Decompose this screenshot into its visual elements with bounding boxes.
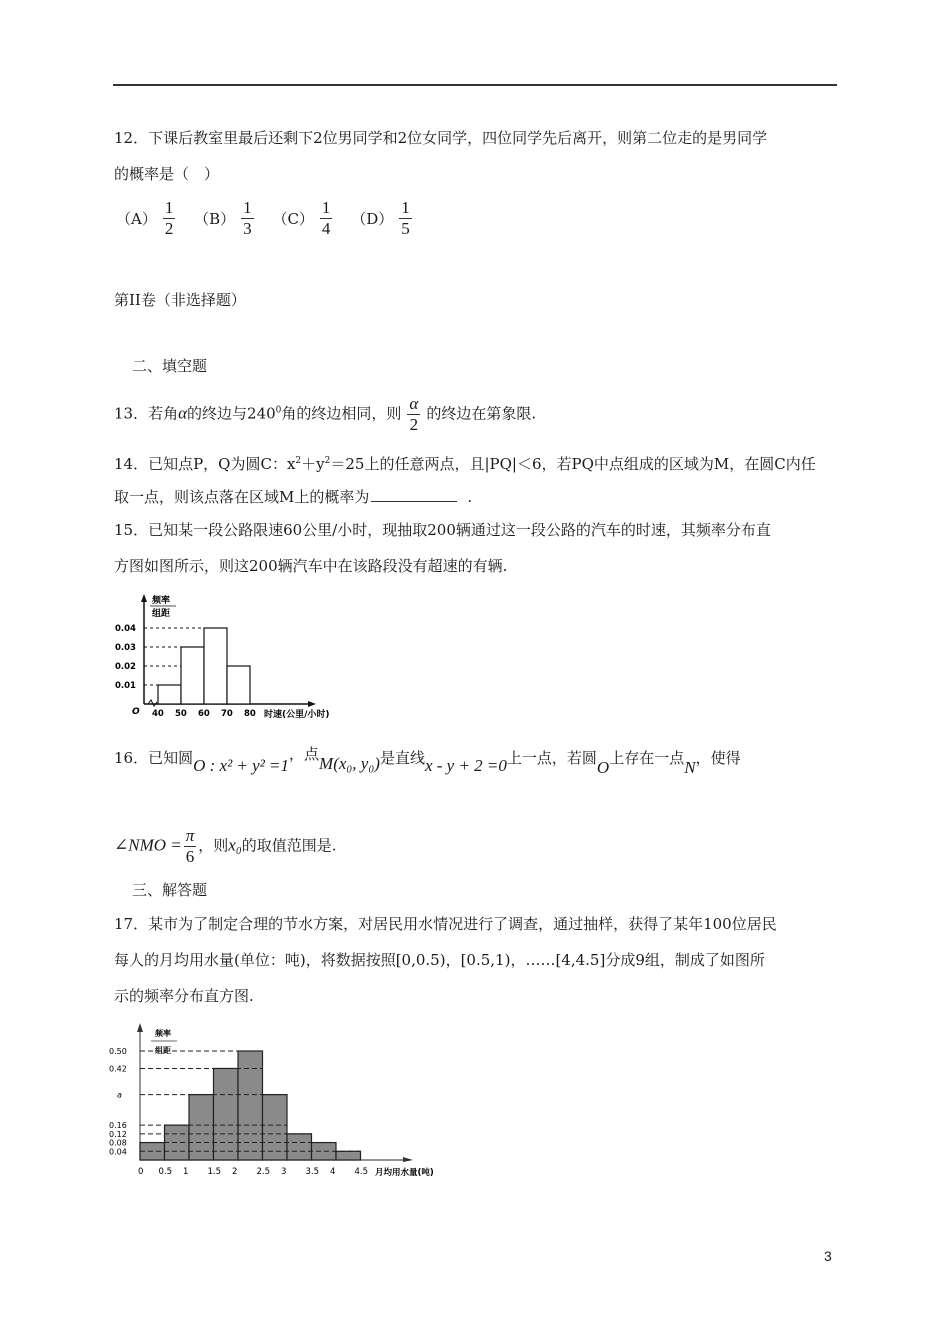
page-number: 3 [824, 1248, 832, 1264]
pi-over-6 [184, 826, 197, 867]
x-tick-label: 0.5 [158, 1167, 173, 1177]
alpha-over-2 [407, 394, 420, 435]
speed-histogram [112, 592, 362, 720]
y-tick-label: 0.01 [115, 681, 136, 691]
q17-text-line1: 17．某市为了制定合理的节水方案，对居民用水情况进行了调查，通过抽样，获得了某年100位居民 [114, 915, 777, 933]
q16-mid2: 上存在一点 [609, 749, 685, 767]
x-tick-label: 2.5 [256, 1167, 271, 1177]
q13-mid2: 角的终边相同，则 [281, 404, 402, 423]
histogram-bar [238, 1051, 263, 1160]
histogram-bar [287, 1134, 312, 1160]
q12-text-line1: 12．下课后教室里最后还剩下2位男同学和2位女同学，四位同学先后离开，则第二位走的是男同学 [114, 129, 768, 147]
point-m: M(x₀, y₀) [319, 754, 380, 773]
y-tick-label: 0.04 [115, 624, 136, 634]
option-b[interactable] [194, 198, 260, 239]
fraction-numerator: α [409, 394, 419, 413]
histogram-bar [214, 1068, 239, 1160]
x-tick-label: 50 [175, 709, 187, 719]
option-a-fraction [163, 198, 176, 239]
fraction-denominator: 6 [185, 847, 195, 866]
q17-text-line3: 示的频率分布直方图. [114, 987, 254, 1005]
superscript: 2 [324, 456, 331, 466]
option-b-fraction [241, 198, 254, 239]
point-n: N [684, 758, 696, 777]
fraction-denominator: 5 [401, 219, 410, 238]
histogram-bar [263, 1095, 288, 1160]
q16-text-line2 [114, 826, 337, 867]
fraction-numerator: 1 [401, 198, 410, 217]
q13-text [114, 394, 536, 435]
q17-text-line2: 每人的月均用水量(单位：吨)，将数据按照[0,0.5)，[0.5,1)，……[4,4.5]分成9组，制成了如图所 [114, 951, 765, 969]
fraction-denominator: 2 [409, 415, 419, 434]
q14-text-line1 [114, 451, 816, 474]
y-axis-arrow-icon [137, 1023, 143, 1032]
x-tick-label: 4.5 [354, 1167, 369, 1177]
q13-suffix: 的终边在第象限. [426, 404, 537, 423]
fraction-numerator: π [185, 826, 195, 845]
x-axis-arrow-icon [308, 701, 316, 707]
y-tick-label: 0.04 [109, 1147, 127, 1157]
histogram-bar [181, 647, 204, 704]
fraction-numerator: 1 [321, 198, 331, 217]
q16-point-label: ，点 [289, 745, 320, 763]
x-tick-label: 1 [183, 1167, 189, 1177]
x-tick-label: 80 [244, 709, 256, 719]
option-c[interactable] [272, 198, 338, 239]
angle-nmo: ∠NMO = [114, 835, 182, 855]
fraction-numerator: 1 [164, 198, 174, 217]
q12-text-line2: 的概率是（ ） [114, 165, 220, 183]
q14-period: . [467, 488, 473, 506]
option-a[interactable] [116, 198, 181, 239]
circle-equation: O : x² + y² =1 [193, 756, 290, 775]
fill-in-section-title: 二、填空题 [132, 357, 208, 375]
histogram-bar [158, 685, 181, 704]
q16-prefix: 16．已知圆 [114, 749, 194, 767]
x-tick-label: 1.5 [207, 1167, 222, 1177]
y-tick-label: 0.08 [109, 1138, 127, 1148]
fraction-denominator: 3 [243, 219, 252, 238]
fraction-denominator: 2 [164, 219, 174, 238]
y-tick-label: 0.02 [115, 662, 136, 672]
x-axis-label: 月均用水量(吨) [375, 1168, 434, 1178]
header-rule [113, 84, 837, 86]
q14-part-a: 14．已知点P，Q为圆C：x [114, 455, 296, 473]
line-equation: x - y + 2 =0 [424, 756, 507, 775]
q16-end: ，使得 [695, 749, 741, 767]
option-c-fraction [320, 198, 333, 239]
option-a-label: （A） [116, 209, 157, 228]
q14-text-line2 [114, 487, 472, 507]
x-tick-label: 3 [281, 1167, 287, 1177]
option-d[interactable] [351, 198, 418, 239]
histogram-bar [227, 666, 250, 704]
x-tick-label: 2 [232, 1167, 238, 1177]
y-tick-label: 0.42 [109, 1064, 127, 1074]
histogram-bar [189, 1095, 214, 1160]
q14-part-c: ＝25上的任意两点，且|PQ|＜6，若PQ中点组成的区域为M，在圆C内任 [330, 455, 816, 473]
y-tick-label: 0.16 [109, 1121, 127, 1131]
y-label-bottom: 组距 [152, 609, 171, 619]
y-tick-label: 0.03 [115, 643, 136, 653]
option-d-label: （D） [351, 209, 394, 228]
x-tick-label: 3.5 [305, 1167, 320, 1177]
origin-label: O [132, 707, 140, 717]
x-tick-label: 4 [330, 1167, 336, 1177]
x-tick-label: 70 [221, 709, 233, 719]
x-tick-label: 40 [152, 709, 164, 719]
superscript: 2 [295, 456, 302, 466]
y-tick-label: a [117, 1090, 122, 1100]
y-axis-arrow-icon [141, 594, 147, 602]
q14-line2-text: 取一点，则该点落在区域M上的概率为 [114, 488, 370, 506]
q13-mid: 的终边与240 [187, 404, 276, 423]
q16-tail-b: 的取值范围是. [241, 836, 337, 855]
q12-options [116, 198, 426, 239]
q13-prefix: 13．若角 [114, 404, 179, 423]
histogram-bar [336, 1151, 361, 1160]
water-usage-histogram [105, 1020, 470, 1200]
y-label-bottom: 组距 [155, 1046, 171, 1055]
option-b-label: （B） [194, 209, 236, 228]
axis-break-icon [148, 700, 157, 706]
option-c-label: （C） [272, 209, 314, 228]
q16-mid: 上一点，若圆 [506, 749, 597, 767]
x0-symbol: x₀ [228, 835, 242, 855]
answer-section-title: 三、解答题 [132, 881, 208, 899]
y-tick-label: 0.50 [109, 1047, 127, 1056]
alpha-symbol: α [178, 403, 188, 423]
option-d-fraction [399, 198, 412, 239]
x-axis-arrow-icon [403, 1157, 413, 1162]
histogram-bar [204, 628, 227, 704]
fraction-denominator: 4 [321, 219, 331, 238]
y-label-top: 频率 [152, 596, 171, 606]
y-label-top: 频率 [155, 1029, 171, 1038]
section-2-title: 第II卷（非选择题） [114, 291, 246, 309]
x-tick-label: 0 [138, 1167, 144, 1177]
y-tick-label: 0.12 [109, 1129, 127, 1139]
q14-part-b: ＋y [301, 455, 325, 473]
circle-o: O [596, 758, 610, 777]
x-tick-label: 60 [198, 709, 210, 719]
q16-tail-a: ，则 [198, 836, 229, 855]
q16-text-line1 [114, 745, 741, 777]
degree-superscript: 0 [275, 405, 282, 416]
q15-text-line1: 15．已知某一段公路限速60公里/小时，现抽取200辆通过这一段公路的汽车的时速，其频率分布直 [114, 521, 771, 539]
x-axis-label: 时速(公里/小时) [264, 710, 330, 720]
answer-blank[interactable] [371, 487, 457, 502]
fraction-numerator: 1 [243, 198, 252, 217]
q15-text-line2: 方图如图所示，则这200辆汽车中在该路段没有超速的有辆. [114, 557, 508, 575]
q16-line-label: 是直线 [379, 749, 425, 767]
